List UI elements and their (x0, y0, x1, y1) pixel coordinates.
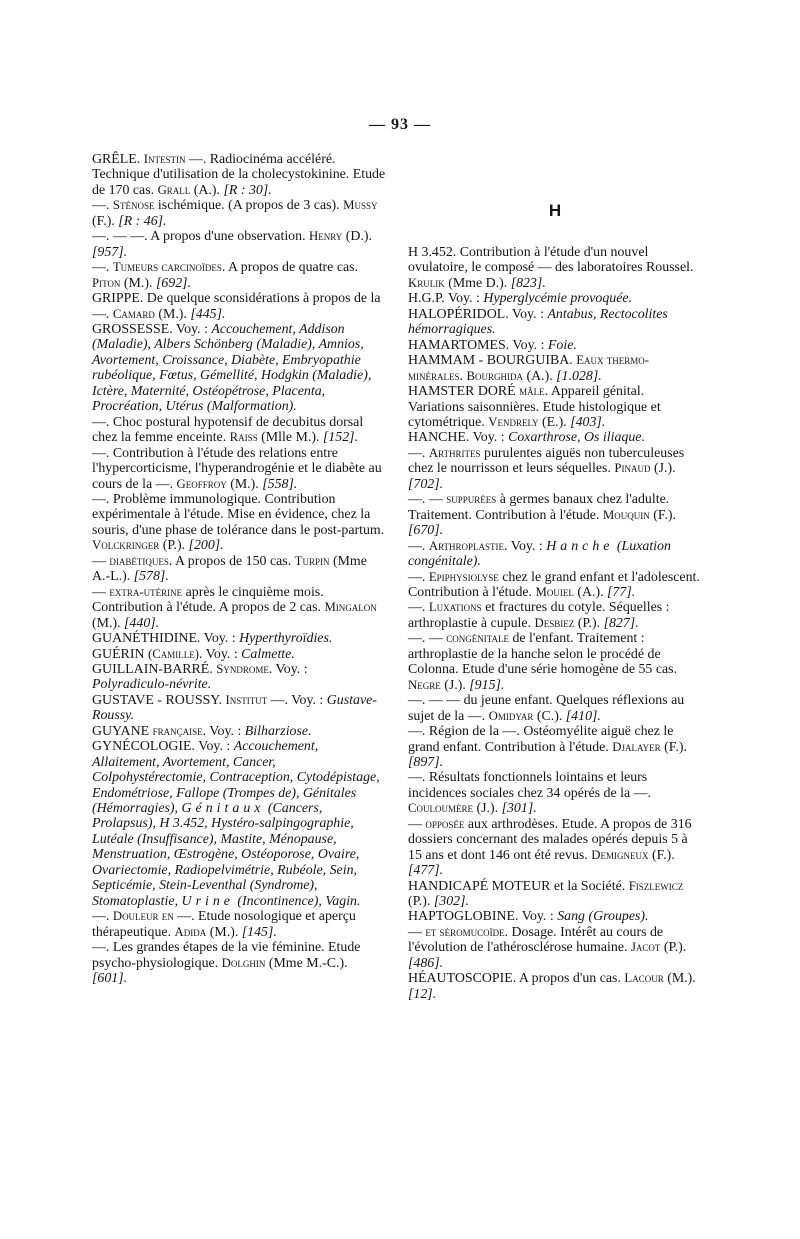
entry-text: —. (408, 569, 429, 585)
entry-text: à germes banaux chez l'adulte. Traitement. Contribution à l'étude. (408, 492, 670, 523)
entry-text: GRIPPE. De quelque sconsidérations à propos de la —. (92, 291, 381, 322)
index-entry (92, 492, 386, 554)
entry-text: Desbiez (534, 615, 575, 630)
entry-text: (M.). (154, 306, 191, 322)
entry-text: —. — (408, 492, 447, 508)
index-entry (408, 492, 702, 538)
entry-text: [12]. (408, 986, 437, 1002)
entry-text: [486]. (408, 955, 444, 971)
entry-text: (Incontinence), Vagin. (233, 893, 361, 909)
entry-text: Turpin (294, 553, 330, 568)
entry-text: Foie. (547, 337, 577, 353)
entry-text: (F.). (660, 739, 687, 755)
entry-text: [77]. (607, 584, 636, 600)
entry-text: (M.). (206, 924, 242, 940)
entry-text: Henry (309, 229, 343, 244)
entry-text: HAMMAM - BOURGUIBA. (408, 353, 577, 369)
index-entry (92, 909, 386, 940)
entry-text: Hyperglycémie provoquée. (483, 291, 633, 307)
entry-text: Polyradiculo-névrite. (92, 677, 212, 693)
index-entry (408, 693, 702, 724)
entry-text: GYNÉCOLOGIE. Voy. : (92, 739, 234, 755)
entry-text: (A.). (190, 182, 224, 198)
section-letter: H (548, 201, 562, 220)
entry-text: (E.). (538, 414, 571, 430)
entry-text: Eaux thermo-minérales (408, 353, 649, 383)
entry-text: —. (92, 909, 113, 925)
entry-text: Jacot (630, 940, 661, 955)
entry-text: GUSTAVE - ROUSSY. (92, 692, 226, 708)
entry-text: [145]. (241, 924, 277, 940)
entry-text: H.G.P. Voy. : (408, 291, 484, 307)
entry-text: (A.). (522, 368, 557, 384)
index-entry (408, 430, 702, 445)
index-entry (408, 245, 702, 291)
entry-text: [1.028]. (556, 368, 602, 384)
entry-text: GUANÉTHIDINE. Voy. : (92, 631, 240, 647)
entry-text: (Mlle M.). (257, 430, 323, 446)
entry-text: Omidyar (488, 708, 534, 723)
entry-text: —. Etude nosologique et aperçu thérapeutique. (92, 909, 356, 940)
index-entry (92, 446, 386, 492)
entry-text: (P.). (408, 894, 434, 910)
entry-text: — (92, 584, 110, 600)
entry-text: Bourghida (466, 368, 523, 383)
entry-text: — (408, 924, 426, 940)
entry-text: Volckringer (92, 538, 160, 553)
entry-text: Coxarthrose, Os iliaque. (508, 430, 645, 446)
entry-text: Mussy (343, 198, 378, 213)
entry-text: —. — (408, 631, 447, 647)
entry-text: ischémique. (A propos de 3 cas). (154, 198, 344, 214)
entry-text: (M.). (663, 971, 696, 987)
entry-text: [897]. (408, 754, 444, 770)
entry-text: [302]. (433, 894, 469, 910)
entry-text: . Voy. : (268, 661, 308, 677)
entry-text: aux arthrodèses. Etude. A propos de 316 dossiers concernant des malades opérés depuis 5 à 15 ans et dont 146 ont été revus. (408, 816, 692, 863)
index-entry (408, 353, 702, 384)
entry-text: Gustave-Roussy. (92, 692, 377, 724)
entry-text: Luxations (428, 600, 482, 615)
entry-text: Demigneux (591, 847, 649, 862)
index-entry (408, 446, 702, 492)
entry-text: . (459, 368, 467, 384)
index-entry (92, 585, 386, 631)
entry-text: Mouiel (535, 584, 574, 599)
entry-text: —. (408, 538, 429, 554)
entry-text: Sang (Groupes). (557, 909, 649, 925)
entry-text: . Voy. : (504, 538, 547, 554)
entry-text: HANCHE. Voy. : (408, 430, 509, 446)
entry-text: HAMSTER DORÉ (408, 384, 520, 400)
entry-text: Dolghin (221, 955, 266, 970)
entry-text: (F.). (92, 213, 119, 229)
entry-text: —. — — du jeune enfant. Quelques réflexions au sujet de la —. (408, 693, 685, 724)
entry-text: Geoffroy (176, 476, 227, 491)
entry-text: purulentes aiguës non tuberculeuses chez le nourrisson et leurs séquelles. (408, 445, 685, 477)
entry-text: (P.). (574, 615, 604, 631)
entry-text: Krulik (408, 275, 445, 290)
entry-text: Intestin (143, 152, 186, 166)
index-entry (92, 322, 386, 415)
entry-text: (F.). (648, 847, 675, 863)
entry-text: [823]. (510, 275, 546, 291)
index-entry (408, 925, 702, 971)
entry-text: (Mme M.-C.). (265, 955, 348, 971)
entry-text: (Mme D.). (444, 275, 511, 291)
index-entry (408, 817, 702, 879)
left-column (92, 152, 386, 986)
entry-text: GUYANE (92, 723, 153, 739)
entry-text: (J.). (440, 677, 470, 693)
entry-text: [403]. (570, 414, 606, 430)
index-entry (92, 554, 386, 585)
entry-text: (Camille) (147, 646, 199, 661)
entry-text: Syndrome (216, 661, 269, 676)
entry-text: H 3.452. Contribution à l'étude d'un nouvel ovulatoire, le composé — des laboratoires Roussel. (408, 245, 694, 276)
index-entry (408, 539, 702, 570)
entry-text: [R : 46]. (118, 213, 167, 229)
entry-text: opposée (425, 816, 465, 831)
entry-text: — (408, 816, 426, 832)
page-number: — 93 — (369, 116, 431, 133)
entry-text: après le cinquième mois. Contribution à l'étude. A propos de 2 cas. (92, 584, 325, 616)
entry-text: Vendrely (488, 414, 539, 429)
entry-text: Adida (174, 924, 207, 939)
entry-text: . A propos de quatre cas. (221, 260, 359, 276)
entry-text: GUILLAIN-BARRÉ. (92, 661, 217, 677)
entry-text: (A.). (573, 584, 608, 600)
entry-text: (C.). (533, 708, 566, 724)
entry-text: HANDICAPÉ MOTEUR et la Société. (408, 878, 629, 894)
entry-text: Douleur en (112, 909, 174, 924)
entry-text: (M.). (92, 615, 125, 631)
entry-text: Lacour (624, 971, 664, 986)
entry-text: GUÉRIN (92, 646, 148, 662)
entry-text: Grall (157, 182, 191, 197)
entry-text: (M.). (120, 275, 156, 291)
entry-text: Piton (92, 275, 121, 290)
entry-text: —. Radiocinéma accéléré. Technique d'utilisation de la cholecystokinine. Etude de 170 cas. (92, 152, 386, 198)
entry-text: [558]. (262, 476, 298, 492)
entry-text: [410]. (565, 708, 601, 724)
entry-text: (F.). (649, 507, 677, 523)
entry-text: [957]. (92, 244, 128, 260)
entry-text: (M.). (226, 476, 263, 492)
entry-text: Institut (225, 692, 268, 707)
entry-text: (J.). (473, 801, 502, 817)
entry-text: de l'enfant. Traitement : arthroplastie de la hanche selon le procédé de Colonna. Etude d'une série homogène de 55 cas. (408, 631, 678, 678)
entry-text: [670]. (408, 523, 444, 539)
index-entry (92, 693, 386, 724)
entry-text: (J.). (650, 461, 676, 477)
entry-text: —. Les grandes étapes de la vie féminine. Etude psycho-physiologique. (92, 940, 361, 971)
right-column-entries (408, 245, 702, 1002)
entry-text: et fractures du cotyle. Séquelles : arthroplastie à cupule. (408, 600, 670, 631)
entry-text: Bilharziose. (244, 723, 312, 739)
entry-text: (Mme A.-L.). (92, 553, 367, 585)
entry-text: Negre (408, 677, 441, 692)
entry-text: —. Choc postural hypotensif de decubitus dorsal chez la femme enceinte. (92, 414, 364, 446)
index-entry (408, 338, 702, 353)
entry-text: (Cancers, Prolapsus), H 3.452, Hystéro-salpingographie, Lutéale (Insuffisance), Mastite, Ménopause, Menstruation, Œstrogène, Ostéoporose, Ovaire, Ovariectomie, Radiopelvimétrie, Rubéole, Sein, Septicémie, Stein-Leventhal (Syndrome), Stomatoplastie, (92, 801, 360, 909)
entry-text: [440]. (124, 615, 160, 631)
index-entry (92, 647, 386, 662)
index-entry (92, 260, 386, 291)
entry-text: française (152, 723, 203, 738)
entry-text: diabétiques (109, 553, 169, 568)
entry-text: —. (92, 260, 113, 276)
entry-text: GRÊLE. (92, 152, 144, 167)
entry-text: [702]. (408, 476, 444, 492)
entry-text: —. Voy. : (267, 692, 327, 708)
entry-text: —. Contribution à l'étude des relations entre l'hypercorticisme, l'hyperandrogénie et le diabète au cours de la —. (92, 445, 382, 492)
entry-text: —. (408, 445, 429, 461)
index-entry (408, 570, 702, 601)
entry-text: [915]. (469, 677, 505, 693)
index-entry (92, 229, 386, 260)
entry-text: . Dosage. Intérêt au cours de l'évolution de l'athérosclérose humaine. (408, 924, 664, 956)
entry-text: . Appareil génital. Variations saisonnières. Etude histologique et cytométrique. (408, 384, 661, 430)
entry-text: —. (408, 600, 429, 616)
entry-text: Pinaud (614, 461, 651, 476)
index-entry (92, 631, 386, 646)
entry-text: [477]. (408, 863, 444, 879)
entry-text: Tumeurs carcinoïdes (112, 260, 222, 275)
index-entry (408, 307, 702, 338)
entry-text: Fiszlewicz (628, 878, 684, 893)
index-entry (92, 152, 386, 198)
index-entry (408, 770, 702, 816)
entry-text: chez le grand enfant et l'adolescent. Contribution à l'étude. (408, 569, 700, 600)
index-entry (408, 724, 702, 770)
entry-text: Accouchement, Addison (Maladie), Albers Schönberg (Maladie), Amnios, Avortement, Croissance, Diabète, Embryopathie rubéolique, Fœtus, Gémellité, Hodgkin (Maladie), Ictère, Maternité, Ostéopétrose, Placenta, Procréation, Utérus (Malformation). (92, 321, 372, 415)
index-entry (408, 631, 702, 693)
index-entry (408, 384, 702, 430)
entry-text: —. — —. A propos d'une observation. (92, 229, 310, 245)
entry-text: —. Région de la —. Ostéomyélite aiguë chez le grand enfant. Contribution à l'étude. (408, 724, 674, 755)
entry-text: Djalayer (612, 739, 661, 754)
index-entry (92, 724, 386, 739)
entry-text: Accouchement, Allaitement, Avortement, Cancer, Colpohystérectomie, Contraception, Cytodépistage, Endométriose, Fallope (Trompes de), Génitales (Hémorragies), (92, 739, 380, 817)
entry-text: Hanche (546, 538, 614, 554)
entry-text: Mingalon (324, 600, 377, 615)
entry-text: [152]. (322, 430, 359, 446)
entry-text: —. Résultats fonctionnels lointains et leurs incidences sociales chez 34 opérés de la —. (408, 770, 651, 801)
index-entry (408, 879, 702, 910)
entry-text: GROSSESSE. Voy. : (92, 321, 212, 337)
entry-text: (D.). (342, 229, 372, 245)
entry-text: —. Problème immunologique. Contribution expérimentale à l'étude. Mise en évidence, chez la souris, d'une phase de tolérance dans le post-partum. (92, 491, 385, 538)
entry-text: Sténose (112, 198, 155, 213)
right-column (408, 152, 702, 1002)
entry-text: Antabus, Rectocolites hémorragiques. (408, 306, 668, 338)
entry-text: Arthroplastie (428, 538, 505, 553)
index-entry (92, 739, 386, 909)
index-entry (92, 415, 386, 446)
entry-text: (P.). (660, 940, 687, 956)
index-entry (92, 662, 386, 693)
entry-text: [R : 30]. (223, 182, 272, 198)
entry-text: extra-utérine (109, 584, 183, 599)
entry-text: HAPTOGLOBINE. Voy. : (408, 909, 558, 925)
entry-text: Couloumère (408, 801, 474, 816)
entry-text: Mouquin (602, 507, 650, 522)
entry-text: —. (92, 198, 113, 214)
entry-text: HÉAUTOSCOPIE. A propos d'un cas. (408, 971, 625, 987)
entry-text: et séromucoïde (425, 924, 505, 939)
entry-text: . Voy. : (202, 723, 245, 739)
entry-text: Hyperthyroïdies. (239, 631, 333, 647)
index-entry (92, 291, 386, 322)
entry-text: [200]. (188, 538, 224, 554)
entry-text: . A propos de 150 cas. (168, 553, 295, 569)
entry-text: HAMARTOMES. Voy. : (408, 337, 548, 353)
entry-text: suppurées (446, 492, 497, 507)
index-entry (408, 291, 702, 306)
entry-text: . Voy. : (198, 646, 242, 662)
index-entry (408, 971, 702, 1002)
entry-text: Epiphysiolyse (428, 569, 499, 584)
entry-text: [578]. (133, 569, 169, 585)
entry-text: Raiss (229, 430, 258, 445)
entry-text: [445]. (190, 306, 226, 322)
entry-text: (Luxation congénitale). (408, 538, 671, 570)
index-entry (408, 909, 702, 924)
entry-text: [692]. (155, 275, 192, 291)
index-entry (92, 198, 386, 229)
entry-text: Calmette. (241, 646, 295, 662)
entry-text: Arthrites (428, 445, 481, 460)
entry-text: Camard (112, 306, 155, 321)
entry-text: (P.). (159, 538, 189, 554)
index-entry (408, 600, 702, 631)
entry-text: — (92, 553, 110, 569)
entry-text: [827]. (603, 615, 639, 631)
entry-text: [601]. (92, 971, 128, 987)
entry-text: congénitale (446, 631, 509, 646)
entry-text: Génitaux (181, 801, 265, 817)
entry-text: HALOPÉRIDOL. Voy. : (408, 306, 548, 322)
entry-text: Urine (181, 893, 234, 909)
index-entry (92, 940, 386, 986)
entry-text: mâle (519, 384, 545, 399)
entry-text: [301]. (501, 801, 537, 817)
